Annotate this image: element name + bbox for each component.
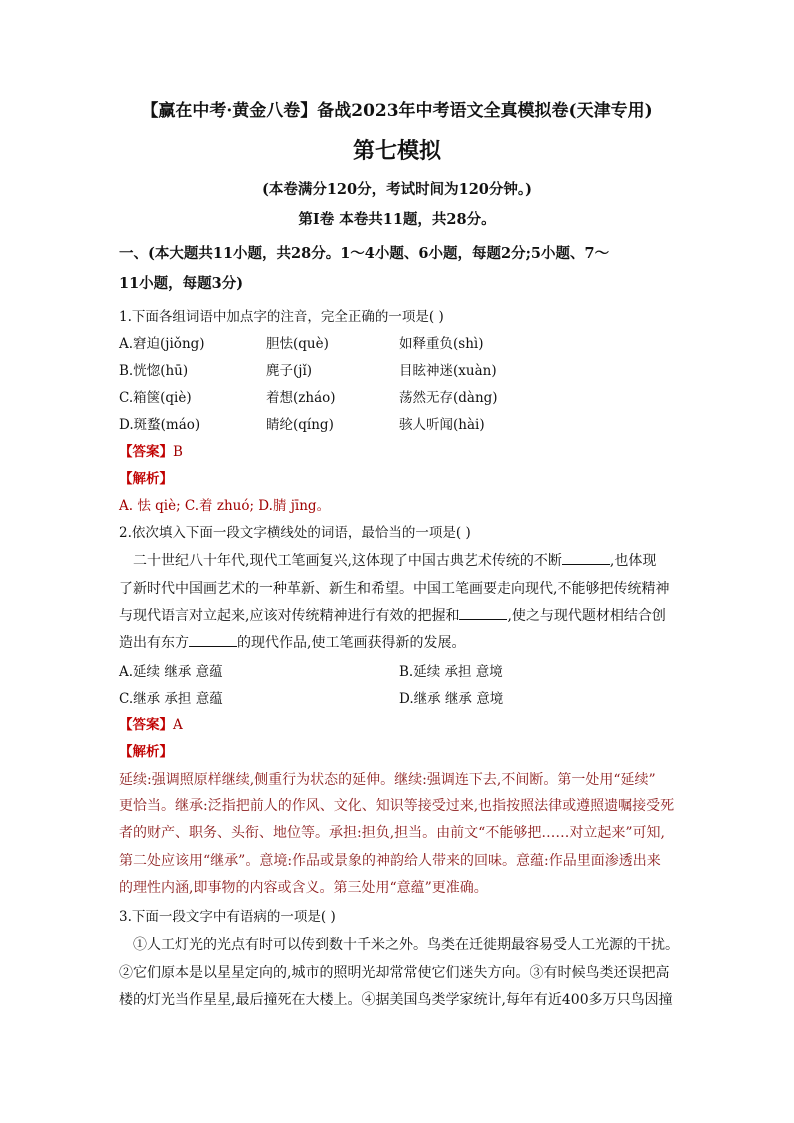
q1-option-a-3: 如释重负(shì) (399, 336, 484, 352)
q1-option-c-3: 荡然无存(dàng) (399, 390, 498, 406)
part-heading: 第Ⅰ卷 本卷共11题，共28分。 (298, 211, 496, 228)
q1-analysis-label-line (119, 467, 173, 487)
q1-option-d-2: 睛纶(qíng) (266, 417, 334, 433)
q2-analysis-label: 【解析】 (119, 744, 173, 760)
q2-analysis-line5: 的理性内涵,即事物的内容或含义。第三处用“意蕴”更准确。 (119, 880, 488, 896)
q1-answer (119, 440, 183, 460)
q2-answer-label: 【答案】 (119, 717, 173, 733)
q2-para-text-3a: 与现代语言对立起来,应该对传统精神进行有效的把握和 (119, 608, 460, 624)
q2-stem: 2.依次填入下面一段文字横线处的词语，最恰当的一项是( ) (119, 525, 471, 541)
q2-option-d: D.继承 继承 意境 (399, 691, 504, 707)
q3-stem: 3.下面一段文字中有语病的一项是( ) (119, 909, 336, 925)
section-heading-line1: 一、(本大题共11小题，共28分。1～4小题、6小题，每题2分;5小题、7～ (119, 245, 610, 262)
q1-option-b-1: B.恍惚(hū) (119, 363, 189, 379)
q3-para-line3: 楼的灯光当作星星,最后撞死在大楼上。④据美国鸟类学家统计,每年有近400多万只鸟因撞 (119, 992, 673, 1008)
q2-option-b: B.延续 承担 意境 (399, 664, 503, 680)
q3-para-line2: ②它们原本是以星星定向的,城市的照明光却常常使它们迷失方向。③有时候鸟类还误把高 (119, 965, 670, 981)
q1-option-a-2: 胆怯(què) (266, 336, 329, 352)
q2-answer-value: A (173, 717, 183, 733)
q1-answer-label: 【答案】 (119, 444, 173, 460)
q2-para-text-4a: 造出有东方 (119, 635, 189, 651)
score-time-note: (本卷满分120分，考试时间为120分钟。) (261, 181, 532, 198)
q1-analysis-label: 【解析】 (119, 471, 173, 487)
q2-para-text-1b: ,也体现 (609, 553, 657, 569)
q1-option-b-2: 麂子(jǐ) (266, 363, 313, 379)
q2-para-text-3b: ,使之与现代题材相结合创 (507, 608, 666, 624)
q1-option-c-1: C.箱箧(qiè) (119, 390, 192, 406)
q3-para-line1: ①人工灯光的光点有时可以传到数十千米之外。鸟类在迁徙期最容易受人工光源的干扰。 (133, 937, 679, 953)
paper-title: 第七模拟 (352, 138, 441, 164)
q1-stem: 1.下面各组词语中加点字的注音，完全正确的一项是( ) (119, 309, 444, 325)
series-title: 【赢在中考·黄金八卷】备战2023年中考语文全真模拟卷(天津专用) (141, 101, 653, 121)
section-heading-line2: 11小题，每题3分) (119, 275, 244, 292)
q2-analysis-line3: 者的财产、职务、头衔、地位等。承担:担负,担当。由前文“不能够把……对立起来”可知, (119, 825, 665, 841)
q2-para-text-1a: 二十世纪八十年代,现代工笔画复兴,这体现了中国古典艺术传统的不断 (133, 553, 562, 569)
q1-answer-value: B (173, 444, 183, 460)
q1-option-d-3: 骇人听闻(hài) (399, 417, 485, 433)
q1-option-c-2: 着想(zháo) (266, 390, 336, 406)
q2-answer (119, 713, 183, 733)
q1-option-d-1: D.斑蝥(máo) (119, 417, 201, 433)
q2-para-line1 (133, 550, 656, 570)
q2-analysis-line4: 第二处应该用“继承”。意境:作品或景象的神韵给人带来的回味。意蕴:作品里面渗透出来 (119, 853, 661, 869)
q1-option-b-3: 目眩神迷(xuàn) (399, 363, 497, 379)
q2-para-line2 (119, 578, 669, 598)
q2-para-text-2: 了新时代中国画艺术的一种革新、新生和希望。中国工笔画要走向现代,不能够把传统精神 (119, 581, 670, 597)
q2-analysis-line2: 更恰当。继承:泛指把前人的作风、文化、知识等接受过来,也指按照法律或遵照遗嘱接受死 (119, 798, 675, 814)
q2-blank-2 (459, 607, 507, 620)
q2-para-text-4b: 的现代作品,使工笔画获得新的发展。 (237, 635, 466, 651)
q2-para-line4 (119, 632, 465, 652)
q1-option-a-1: A.窘迫(jiǒng) (119, 336, 205, 352)
q2-blank-1 (562, 552, 610, 565)
q2-analysis-label-line (119, 740, 173, 760)
q2-option-c: C.继承 承担 意蕴 (119, 691, 223, 707)
q2-option-a: A.延续 继承 意蕴 (119, 664, 223, 680)
q2-blank-3 (189, 634, 237, 647)
q1-analysis: A. 怯 qiè; C.着 zhuó; D.腈 jīng。 (119, 498, 331, 514)
q2-para-line3 (119, 605, 666, 625)
q2-analysis-line1: 延续:强调照原样继续,侧重行为状态的延伸。继续:强调连下去,不间断。第一处用“延续” (119, 772, 656, 788)
